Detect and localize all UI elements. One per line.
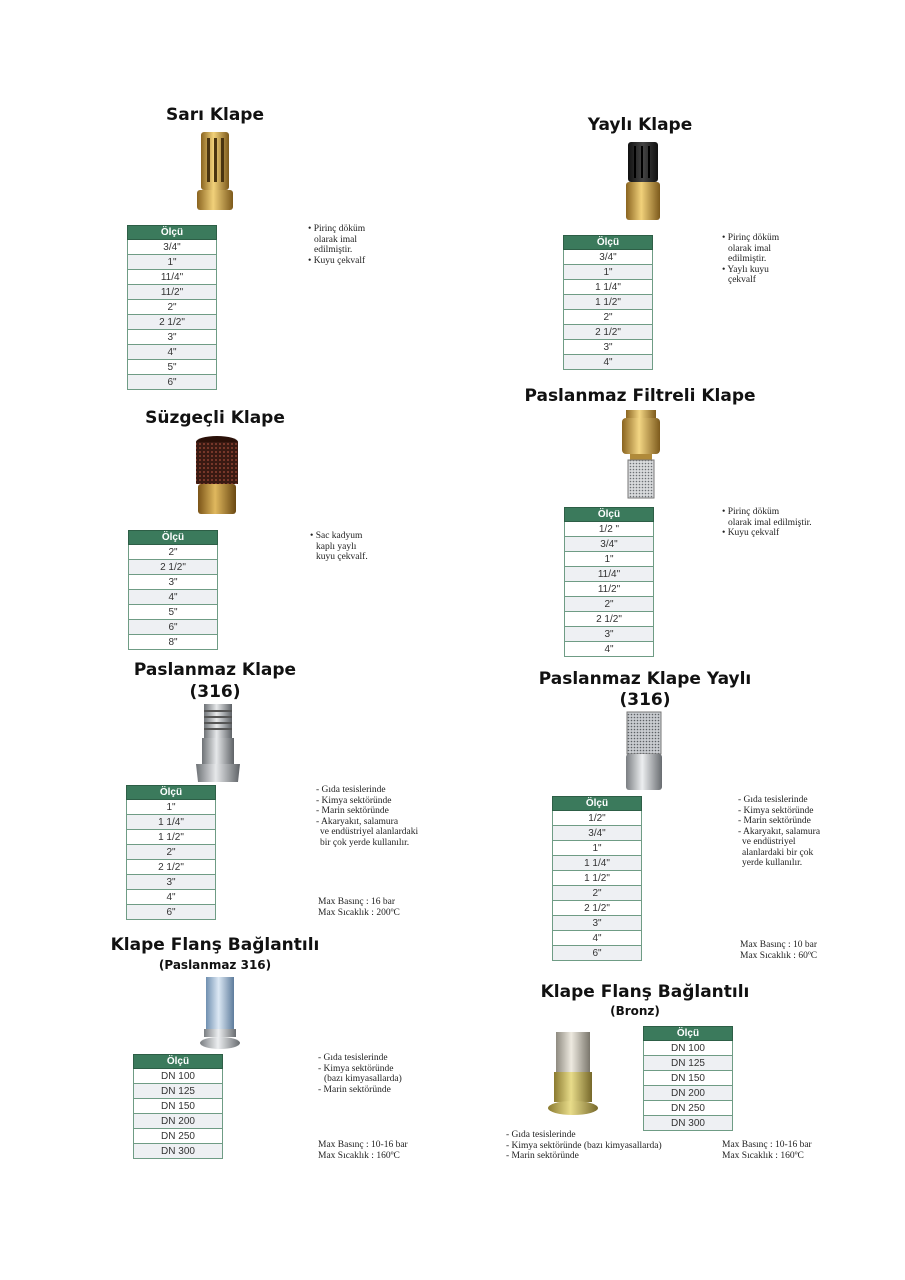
product-title-paslanmaz-klape: Paslanmaz Klape	[133, 660, 297, 680]
size-cell: 4"	[128, 345, 217, 360]
product-subtitle: (316)	[189, 682, 241, 702]
size-cell: 3"	[128, 330, 217, 345]
brass-foot-valve-image	[195, 130, 235, 214]
product-title-paslanmaz-klape-yayli: Paslanmaz Klape Yaylı	[538, 669, 752, 689]
size-table-suzgecli-klape	[128, 530, 218, 650]
size-cell: 11/2"	[565, 582, 654, 597]
size-cell: 3"	[129, 575, 218, 590]
size-cell: 1 1/4"	[553, 856, 642, 871]
size-cell: DN 100	[644, 1041, 733, 1056]
size-cell: 2 1/2"	[553, 901, 642, 916]
size-cell: 3/4"	[564, 250, 653, 265]
size-cell: 3"	[564, 340, 653, 355]
size-cell: 1"	[127, 800, 216, 815]
size-cell: 6"	[129, 620, 218, 635]
spring-foot-valve-image	[624, 140, 662, 224]
size-cell: 4"	[127, 890, 216, 905]
product-notes: • Pirinç döküm olarak imal edilmiştir. • Kuyu çekvalf	[722, 507, 812, 538]
size-cell: 1 1/2"	[564, 295, 653, 310]
product-notes: - Gıda tesislerinde - Kimya sektöründe - Marin sektöründe - Akaryakıt, salamura ve endüstriyel alanlardaki bir çok yerde kullanılır.	[316, 785, 419, 848]
size-cell: DN 300	[134, 1144, 223, 1159]
size-cell: 3/4"	[565, 537, 654, 552]
product-specs: Max Basınç : 10-16 bar Max Sıcaklık : 160ºC	[722, 1140, 812, 1161]
size-cell: 1"	[553, 841, 642, 856]
size-cell: 4"	[553, 931, 642, 946]
size-cell: DN 100	[134, 1069, 223, 1084]
size-table-header: Ölçü	[553, 797, 642, 811]
size-cell: DN 200	[134, 1114, 223, 1129]
size-table-header: Ölçü	[565, 508, 654, 522]
size-cell: 2"	[565, 597, 654, 612]
product-title-sari-klape: Sarı Klape	[165, 105, 264, 125]
size-cell: 2 1/2"	[565, 612, 654, 627]
size-cell: 1/2"	[553, 811, 642, 826]
size-cell: 2"	[128, 300, 217, 315]
size-cell: 11/4"	[565, 567, 654, 582]
product-notes: - Gıda tesislerinde - Kimya sektöründe (bazı kimyasallarda) - Marin sektöründe	[506, 1130, 662, 1161]
size-cell: 4"	[129, 590, 218, 605]
size-table-header: Ölçü	[564, 236, 653, 250]
size-cell: 1"	[128, 255, 217, 270]
size-cell: 2 1/2"	[129, 560, 218, 575]
size-table-header: Ölçü	[128, 226, 217, 240]
size-cell: 3/4"	[553, 826, 642, 841]
product-specs: Max Basınç : 10 bar Max Sıcaklık : 60ºC	[740, 940, 818, 961]
product-title-suzgecli-klape: Süzgeçli Klape	[145, 408, 285, 428]
product-title-klape-flans-bronz: Klape Flanş Bağlantılı	[540, 982, 750, 1002]
size-cell: 3"	[127, 875, 216, 890]
size-cell: 3/4"	[128, 240, 217, 255]
size-cell: 2 1/2"	[564, 325, 653, 340]
size-cell: 2 1/2"	[128, 315, 217, 330]
size-table-header: Ölçü	[134, 1055, 223, 1069]
size-table-paslanmaz-klape-yayli	[552, 796, 642, 961]
size-cell: DN 125	[134, 1084, 223, 1099]
size-cell: 1/2 "	[565, 522, 654, 537]
size-cell: 11/2"	[128, 285, 217, 300]
size-table-sari-klape	[127, 225, 217, 390]
size-cell: 11/4"	[128, 270, 217, 285]
product-title-paslanmaz-filtreli-klape: Paslanmaz Filtreli Klape	[524, 386, 756, 406]
size-cell: 1"	[564, 265, 653, 280]
size-cell: 2"	[553, 886, 642, 901]
size-cell: 6"	[127, 905, 216, 920]
size-cell: 8"	[129, 635, 218, 650]
size-table-header: Ölçü	[129, 531, 218, 545]
size-cell: 2"	[564, 310, 653, 325]
size-cell: 1"	[565, 552, 654, 567]
size-cell: 2"	[127, 845, 216, 860]
size-cell: 2"	[129, 545, 218, 560]
stainless-foot-valve-image	[194, 702, 242, 784]
product-notes: • Sac kadyum kaplı yaylı kuyu çekvalf.	[310, 531, 368, 562]
size-cell: 1 1/2"	[553, 871, 642, 886]
size-table-klape-flans-paslanmaz	[133, 1054, 223, 1159]
size-cell: 3"	[553, 916, 642, 931]
size-cell: 4"	[564, 355, 653, 370]
size-cell: 2 1/2"	[127, 860, 216, 875]
product-notes: • Pirinç döküm olarak imal edilmiştir. • Kuyu çekvalf	[308, 224, 366, 266]
size-cell: DN 125	[644, 1056, 733, 1071]
product-notes: - Gıda tesislerinde - Kimya sektöründe (bazı kimyasallarda) - Marin sektöründe	[318, 1053, 402, 1095]
product-subtitle: (Paslanmaz 316)	[158, 958, 272, 972]
size-cell: 1 1/4"	[127, 815, 216, 830]
size-cell: 3"	[565, 627, 654, 642]
filtered-stainless-valve-image	[620, 408, 662, 500]
size-cell: 6"	[128, 375, 217, 390]
size-cell: DN 250	[644, 1101, 733, 1116]
size-table-yayli-klape	[563, 235, 653, 370]
product-title-klape-flans-paslanmaz: Klape Flanş Bağlantılı	[110, 935, 320, 955]
size-cell: DN 300	[644, 1116, 733, 1131]
size-cell: 4"	[565, 642, 654, 657]
size-table-header: Ölçü	[127, 786, 216, 800]
size-cell: DN 200	[644, 1086, 733, 1101]
size-cell: 5"	[129, 605, 218, 620]
product-specs: Max Basınç : 16 bar Max Sıcaklık : 200ºC	[318, 897, 400, 918]
size-cell: DN 150	[134, 1099, 223, 1114]
size-cell: 1 1/2"	[127, 830, 216, 845]
size-table-paslanmaz-filtreli-klape	[564, 507, 654, 657]
size-cell: DN 150	[644, 1071, 733, 1086]
product-notes: - Gıda tesislerinde - Kimya sektöründe - Marin sektöründe - Akaryakıt, salamura ve endüstriyel alanlardaki bir çok yerde kullanılır.	[738, 795, 821, 868]
product-title-yayli-klape: Yaylı Klape	[587, 115, 693, 135]
product-subtitle: (316)	[619, 690, 671, 710]
size-table-klape-flans-bronz	[643, 1026, 733, 1131]
product-notes: • Pirinç döküm olarak imal edilmiştir. • Yaylı kuyu çekvalf	[722, 233, 780, 285]
flanged-bronze-valve-image	[546, 1030, 600, 1118]
size-cell: 6"	[553, 946, 642, 961]
size-table-paslanmaz-klape	[126, 785, 216, 920]
product-specs: Max Basınç : 10-16 bar Max Sıcaklık : 160ºC	[318, 1140, 408, 1161]
spring-stainless-valve-image	[624, 710, 664, 794]
size-cell: 1 1/4"	[564, 280, 653, 295]
size-table-header: Ölçü	[644, 1027, 733, 1041]
size-cell: DN 250	[134, 1129, 223, 1144]
product-subtitle: (Bronz)	[610, 1004, 660, 1018]
strainer-foot-valve-image	[194, 434, 240, 518]
flanged-stainless-valve-image	[198, 975, 242, 1051]
size-cell: 5"	[128, 360, 217, 375]
